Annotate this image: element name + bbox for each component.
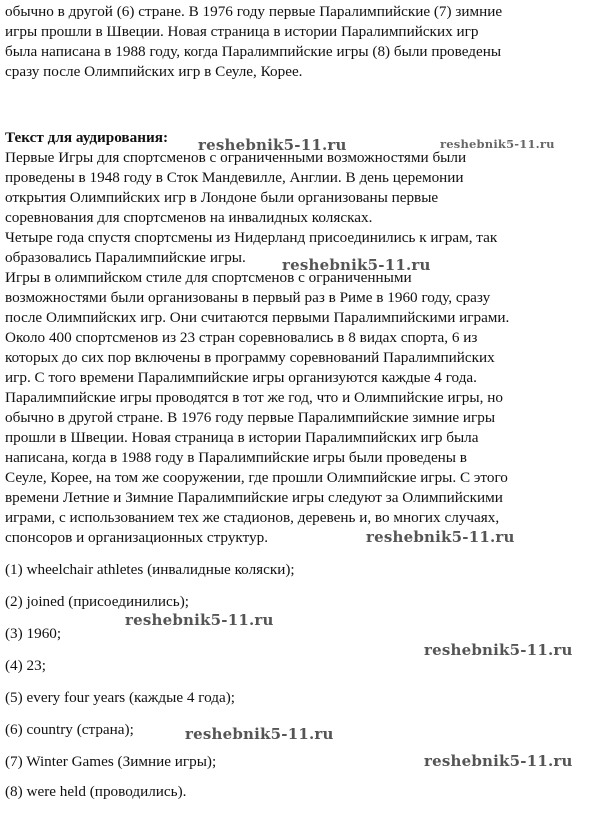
text-line: открытия Олимпийских игр в Лондоне были организованы первые bbox=[5, 189, 439, 206]
text-line: игр. С того времени Паралимпийские игры организуются каждые 4 года. bbox=[5, 369, 477, 386]
answer-item: (2) joined (присоединились); bbox=[5, 593, 189, 610]
text-line: Паралимпийские игры проводятся в тот же год, что и Олимпийские игры, но bbox=[5, 389, 503, 406]
answer-item: (3) 1960; bbox=[5, 625, 62, 642]
intro-line: обычно в другой (6) стране. В 1976 году первые Паралимпийские (7) зимние bbox=[5, 3, 503, 20]
answer-item: (5) every four years (каждые 4 года); bbox=[5, 689, 236, 706]
answer-item: (1) wheelchair athletes (инвалидные коляски); bbox=[5, 561, 295, 578]
text-line: проведены в 1948 году в Сток Мандевилле, Англии. В день церемонии bbox=[5, 169, 464, 186]
intro-line: сразу после Олимпийских игр в Сеуле, Корее. bbox=[5, 63, 303, 80]
listening-heading: Текст для аудирования: bbox=[5, 129, 169, 146]
watermark: reshebnik5-11.ru bbox=[185, 725, 334, 743]
text-line: Игры в олимпийском стиле для спортсменов с ограниченными bbox=[5, 269, 412, 286]
text-line: возможностями были организованы в первый раз в Риме в 1960 году, сразу bbox=[5, 289, 491, 306]
text-line: после Олимпийских игр. Они считаются первыми Паралимпийскими играми. bbox=[5, 309, 510, 326]
text-line: Около 400 спортсменов из 23 стран соревновались в 8 видах спорта, 6 из bbox=[5, 329, 478, 346]
watermark: reshebnik5-11.ru bbox=[366, 528, 515, 546]
answer-item: (8) were held (проводились). bbox=[5, 783, 187, 800]
watermark: reshebnik5-11.ru bbox=[282, 256, 431, 274]
watermark: reshebnik5-11.ru bbox=[424, 641, 573, 659]
watermark: reshebnik5-11.ru bbox=[424, 752, 573, 770]
answer-item: (7) Winter Games (Зимние игры); bbox=[5, 753, 217, 770]
text-line: играми, с использованием тех же стадионов, деревень и, во многих случаях, bbox=[5, 509, 500, 526]
watermark: reshebnik5-11.ru bbox=[198, 136, 347, 154]
text-line: написана, когда в 1988 году в Паралимпийские игры были проведены в bbox=[5, 449, 467, 466]
text-line: Сеуле, Корее, на том же сооружении, где прошли Олимпийские игры. С этого bbox=[5, 469, 508, 486]
text-line: обычно в другой стране. В 1976 году первые Паралимпийские зимние игры bbox=[5, 409, 496, 426]
intro-line: была написана в 1988 году, когда Паралимпийские игры (8) были проведены bbox=[5, 43, 502, 60]
text-line: Первые Игры для спортсменов с ограниченными возможностями были bbox=[5, 149, 467, 166]
intro-paragraph bbox=[5, 2, 593, 82]
text-line: прошли в Швеции. Новая страница в истории Паралимпийских игр была bbox=[5, 429, 479, 446]
listening-section bbox=[5, 128, 593, 548]
intro-line: игры прошли в Швеции. Новая страница в истории Паралимпийских игр bbox=[5, 23, 479, 40]
watermark: reshebnik5-11.ru bbox=[440, 137, 555, 151]
text-line: соревнования для спортсменов на инвалидных колясках. bbox=[5, 209, 373, 226]
text-line: которых до сих пор включены в программу соревнований Паралимпийских bbox=[5, 349, 495, 366]
text-line: времени Летние и Зимние Паралимпийские игры следуют за Олимпийскими bbox=[5, 489, 503, 506]
answer-item: (4) 23; bbox=[5, 657, 46, 674]
text-line: образовались Паралимпийские игры. bbox=[5, 249, 246, 266]
text-line: Четыре года спустя спортсмены из Нидерланд присоединились к играм, так bbox=[5, 229, 498, 246]
watermark: reshebnik5-11.ru bbox=[125, 611, 274, 629]
text-line: спонсоров и организационных структур. bbox=[5, 529, 269, 546]
answer-item: (6) country (страна); bbox=[5, 721, 134, 738]
